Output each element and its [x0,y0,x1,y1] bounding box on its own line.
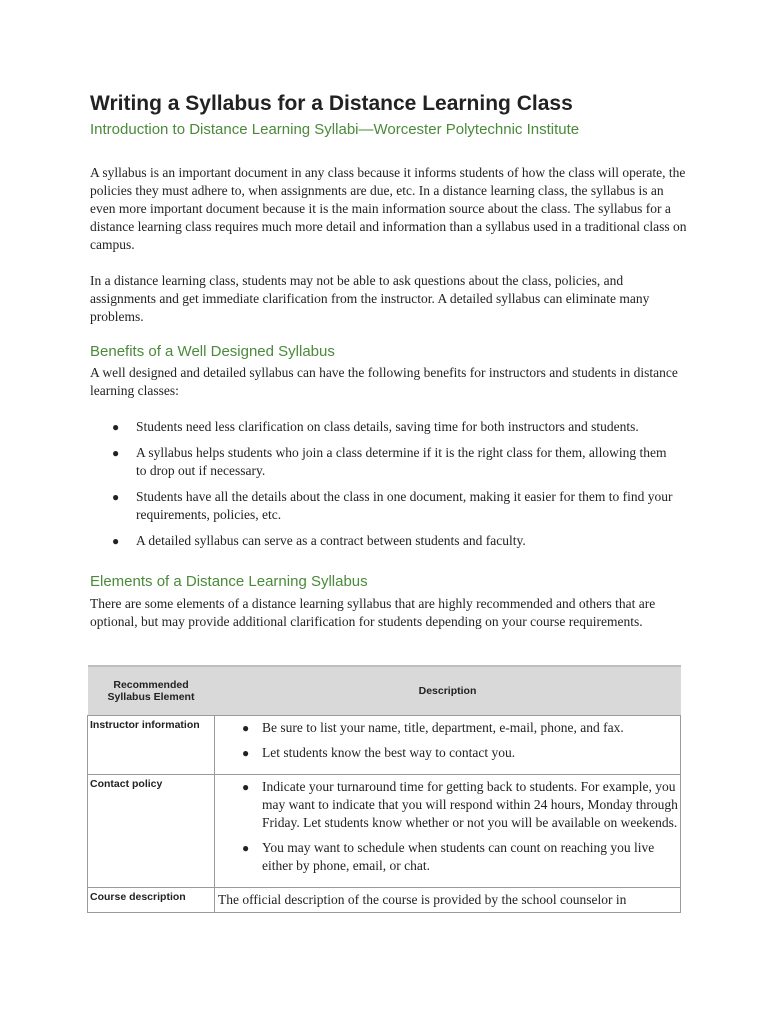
bullet-icon: ● [112,490,120,504]
list-item-text: Let students know the best way to contact you. [262,745,516,760]
list-item-text: Indicate your turnaround time for getting back to students. For example, you may want to indicate that you will respond within 24 hours, Monday through Friday. Let students know whether or not you will be available on weekends. [262,779,678,830]
description-list [216,776,679,886]
column-header-description: Description [215,666,681,716]
list-item-text: A syllabus helps students who join a class determine if it is the right class for them, allowing them to drop out if necessary. [136,445,667,478]
syllabus-elements-table [87,665,681,913]
row-label: Contact policy [88,775,215,888]
column-header-element [88,666,215,716]
list-item [216,744,679,762]
list-item [110,418,680,436]
list-item-text: A detailed syllabus can serve as a contract between students and faculty. [136,533,526,548]
list-item-text: Students need less clarification on class details, saving time for both instructors and students. [136,419,639,434]
list-item [216,778,679,832]
table-row [88,716,681,775]
bullet-icon: ● [112,534,120,548]
bullet-icon: ● [242,841,250,855]
benefits-list [110,418,680,558]
description-list [216,717,679,773]
benefits-heading: Benefits of a Well Designed Syllabus [90,343,335,360]
description-text: The official description of the course is provided by the school counselor in [218,892,627,907]
table-row [88,775,681,888]
list-item [110,488,680,524]
list-item [110,532,680,550]
list-item [216,719,679,737]
elements-intro: There are some elements of a distance learning syllabus that are highly recommended and others that are optional, but may provide additional clarification for students depending on your course requirements. [90,596,656,629]
bullet-icon: ● [242,780,250,794]
list-item-text: Students have all the details about the class in one document, making it easier for them to find your requirements, policies, etc. [136,489,673,522]
table-row [88,888,681,913]
list-item [216,839,679,875]
bullet-icon: ● [242,721,250,735]
elements-heading: Elements of a Distance Learning Syllabus [90,573,368,590]
page-subtitle: Introduction to Distance Learning Syllabi—Worcester Polytechnic Institute [90,121,580,138]
column-header-line: Recommended [113,679,189,691]
row-description [215,775,681,888]
list-item-text: You may want to schedule when students can count on reaching you live either by phone, email, or chat. [262,840,655,873]
row-label: Instructor information [88,716,215,775]
bullet-icon: ● [242,746,250,760]
intro-paragraph-1: A syllabus is an important document in any class because it informs students of how the class will operate, the policies they must adhere to, when assignments are due, etc. In a distance learning class, the syllabus is an even more important document because it is the main information source about the class. The syllabus for a distance learning class requires much more detail and information than a syllabus used in a traditional class on campus. [90,165,687,252]
table-header-row [88,666,681,716]
bullet-icon: ● [112,446,120,460]
page-title: Writing a Syllabus for a Distance Learning Class [90,92,573,115]
list-item-text: Be sure to list your name, title, department, e-mail, phone, and fax. [262,720,624,735]
row-description [215,888,681,913]
column-header-line: Syllabus Element [107,691,195,703]
row-description [215,716,681,775]
row-label: Course description [88,888,215,913]
list-item [110,444,680,480]
bullet-icon: ● [112,420,120,434]
benefits-intro: A well designed and detailed syllabus can have the following benefits for instructors and students in distance learning classes: [90,365,678,398]
intro-paragraph-2: In a distance learning class, students may not be able to ask questions about the class, policies, and assignments and get immediate clarification from the instructor. A detailed syllabus can eliminate many problems. [90,273,650,324]
